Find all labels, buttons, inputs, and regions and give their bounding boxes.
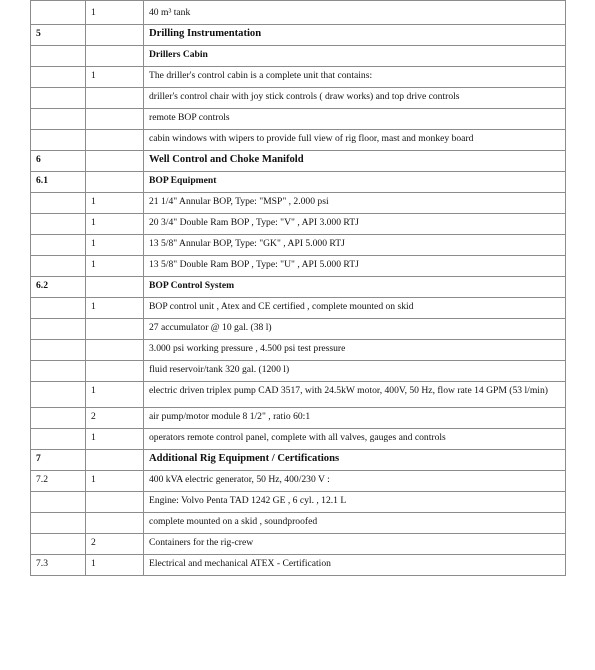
section-number-cell	[31, 109, 86, 130]
section-number-cell: 6.2	[31, 277, 86, 298]
quantity-cell	[86, 88, 144, 109]
quantity-cell	[86, 151, 144, 172]
table-row	[31, 298, 566, 319]
table-row	[31, 172, 566, 193]
table-row	[31, 382, 566, 408]
table-row	[31, 235, 566, 256]
quantity-cell	[86, 277, 144, 298]
quantity-cell	[86, 340, 144, 361]
description-cell: 13 5/8" Annular BOP, Type: "GK" , API 5.000 RTJ	[144, 235, 566, 256]
quantity-cell: 1	[86, 193, 144, 214]
description-cell: Electrical and mechanical ATEX - Certification	[144, 555, 566, 576]
section-number-cell	[31, 235, 86, 256]
table-row	[31, 340, 566, 361]
section-number-cell	[31, 534, 86, 555]
quantity-cell: 1	[86, 1, 144, 25]
section-number-cell	[31, 1, 86, 25]
table-row	[31, 130, 566, 151]
quantity-cell	[86, 130, 144, 151]
section-number-cell	[31, 298, 86, 319]
section-number-cell: 7.3	[31, 555, 86, 576]
equipment-spec-table	[30, 0, 566, 576]
quantity-cell	[86, 513, 144, 534]
quantity-cell	[86, 25, 144, 46]
description-cell: complete mounted on a skid , soundproofed	[144, 513, 566, 534]
table-row	[31, 429, 566, 450]
section-number-cell	[31, 319, 86, 340]
table-row	[31, 450, 566, 471]
description-cell: 400 kVA electric generator, 50 Hz, 400/230 V :	[144, 471, 566, 492]
quantity-cell	[86, 450, 144, 471]
quantity-cell: 1	[86, 429, 144, 450]
quantity-cell: 1	[86, 382, 144, 408]
quantity-cell: 1	[86, 555, 144, 576]
quantity-cell	[86, 109, 144, 130]
description-cell: Drilling Instrumentation	[144, 25, 566, 46]
quantity-cell: 2	[86, 534, 144, 555]
quantity-cell: 1	[86, 256, 144, 277]
section-number-cell: 7	[31, 450, 86, 471]
description-cell: 20 3/4" Double Ram BOP , Type: "V" , API 3.000 RTJ	[144, 214, 566, 235]
description-cell: fluid reservoir/tank 320 gal. (1200 l)	[144, 361, 566, 382]
table-row	[31, 25, 566, 46]
quantity-cell	[86, 46, 144, 67]
section-number-cell	[31, 88, 86, 109]
description-cell: 13 5/8" Double Ram BOP , Type: "U" , API 5.000 RTJ	[144, 256, 566, 277]
section-number-cell	[31, 193, 86, 214]
section-number-cell	[31, 340, 86, 361]
table-row	[31, 408, 566, 429]
section-number-cell	[31, 67, 86, 88]
description-cell: electric driven triplex pump CAD 3517, with 24.5kW motor, 400V, 50 Hz, flow rate 14 GPM (53 l/min)	[144, 382, 566, 408]
table-row	[31, 256, 566, 277]
quantity-cell: 1	[86, 235, 144, 256]
description-cell: air pump/motor module 8 1/2" , ratio 60:1	[144, 408, 566, 429]
section-number-cell	[31, 513, 86, 534]
description-cell: Additional Rig Equipment / Certifications	[144, 450, 566, 471]
section-number-cell	[31, 429, 86, 450]
table-row	[31, 555, 566, 576]
description-cell: driller's control chair with joy stick controls ( draw works) and top drive controls	[144, 88, 566, 109]
description-cell: 21 1/4" Annular BOP, Type: "MSP" , 2.000 psi	[144, 193, 566, 214]
description-cell: Engine: Volvo Penta TAD 1242 GE , 6 cyl. , 12.1 L	[144, 492, 566, 513]
table-row	[31, 67, 566, 88]
equipment-spec-table-body	[31, 1, 566, 576]
section-number-cell	[31, 408, 86, 429]
description-cell: BOP Control System	[144, 277, 566, 298]
quantity-cell	[86, 361, 144, 382]
table-row	[31, 214, 566, 235]
quantity-cell: 1	[86, 214, 144, 235]
description-cell: 3.000 psi working pressure , 4.500 psi test pressure	[144, 340, 566, 361]
description-cell: BOP control unit , Atex and CE certified , complete mounted on skid	[144, 298, 566, 319]
table-row	[31, 193, 566, 214]
section-number-cell	[31, 361, 86, 382]
description-cell: cabin windows with wipers to provide full view of rig floor, mast and monkey board	[144, 130, 566, 151]
table-row	[31, 319, 566, 340]
table-row	[31, 46, 566, 67]
quantity-cell: 1	[86, 67, 144, 88]
table-row	[31, 492, 566, 513]
section-number-cell	[31, 256, 86, 277]
section-number-cell: 6.1	[31, 172, 86, 193]
quantity-cell	[86, 319, 144, 340]
description-cell: Drillers Cabin	[144, 46, 566, 67]
table-row	[31, 513, 566, 534]
description-cell: 40 m³ tank	[144, 1, 566, 25]
quantity-cell: 1	[86, 471, 144, 492]
section-number-cell	[31, 382, 86, 408]
section-number-cell	[31, 46, 86, 67]
section-number-cell	[31, 492, 86, 513]
quantity-cell	[86, 492, 144, 513]
table-row	[31, 277, 566, 298]
description-cell: remote BOP controls	[144, 109, 566, 130]
quantity-cell: 2	[86, 408, 144, 429]
table-row	[31, 151, 566, 172]
description-cell: 27 accumulator @ 10 gal. (38 l)	[144, 319, 566, 340]
table-row	[31, 109, 566, 130]
section-number-cell	[31, 214, 86, 235]
table-row	[31, 361, 566, 382]
description-cell: BOP Equipment	[144, 172, 566, 193]
description-cell: Containers for the rig-crew	[144, 534, 566, 555]
table-row	[31, 534, 566, 555]
table-row	[31, 88, 566, 109]
quantity-cell	[86, 172, 144, 193]
description-cell: Well Control and Choke Manifold	[144, 151, 566, 172]
description-cell: operators remote control panel, complete with all valves, gauges and controls	[144, 429, 566, 450]
section-number-cell: 6	[31, 151, 86, 172]
table-row	[31, 1, 566, 25]
table-row	[31, 471, 566, 492]
description-cell: The driller's control cabin is a complete unit that contains:	[144, 67, 566, 88]
quantity-cell: 1	[86, 298, 144, 319]
section-number-cell	[31, 130, 86, 151]
section-number-cell: 7.2	[31, 471, 86, 492]
section-number-cell: 5	[31, 25, 86, 46]
